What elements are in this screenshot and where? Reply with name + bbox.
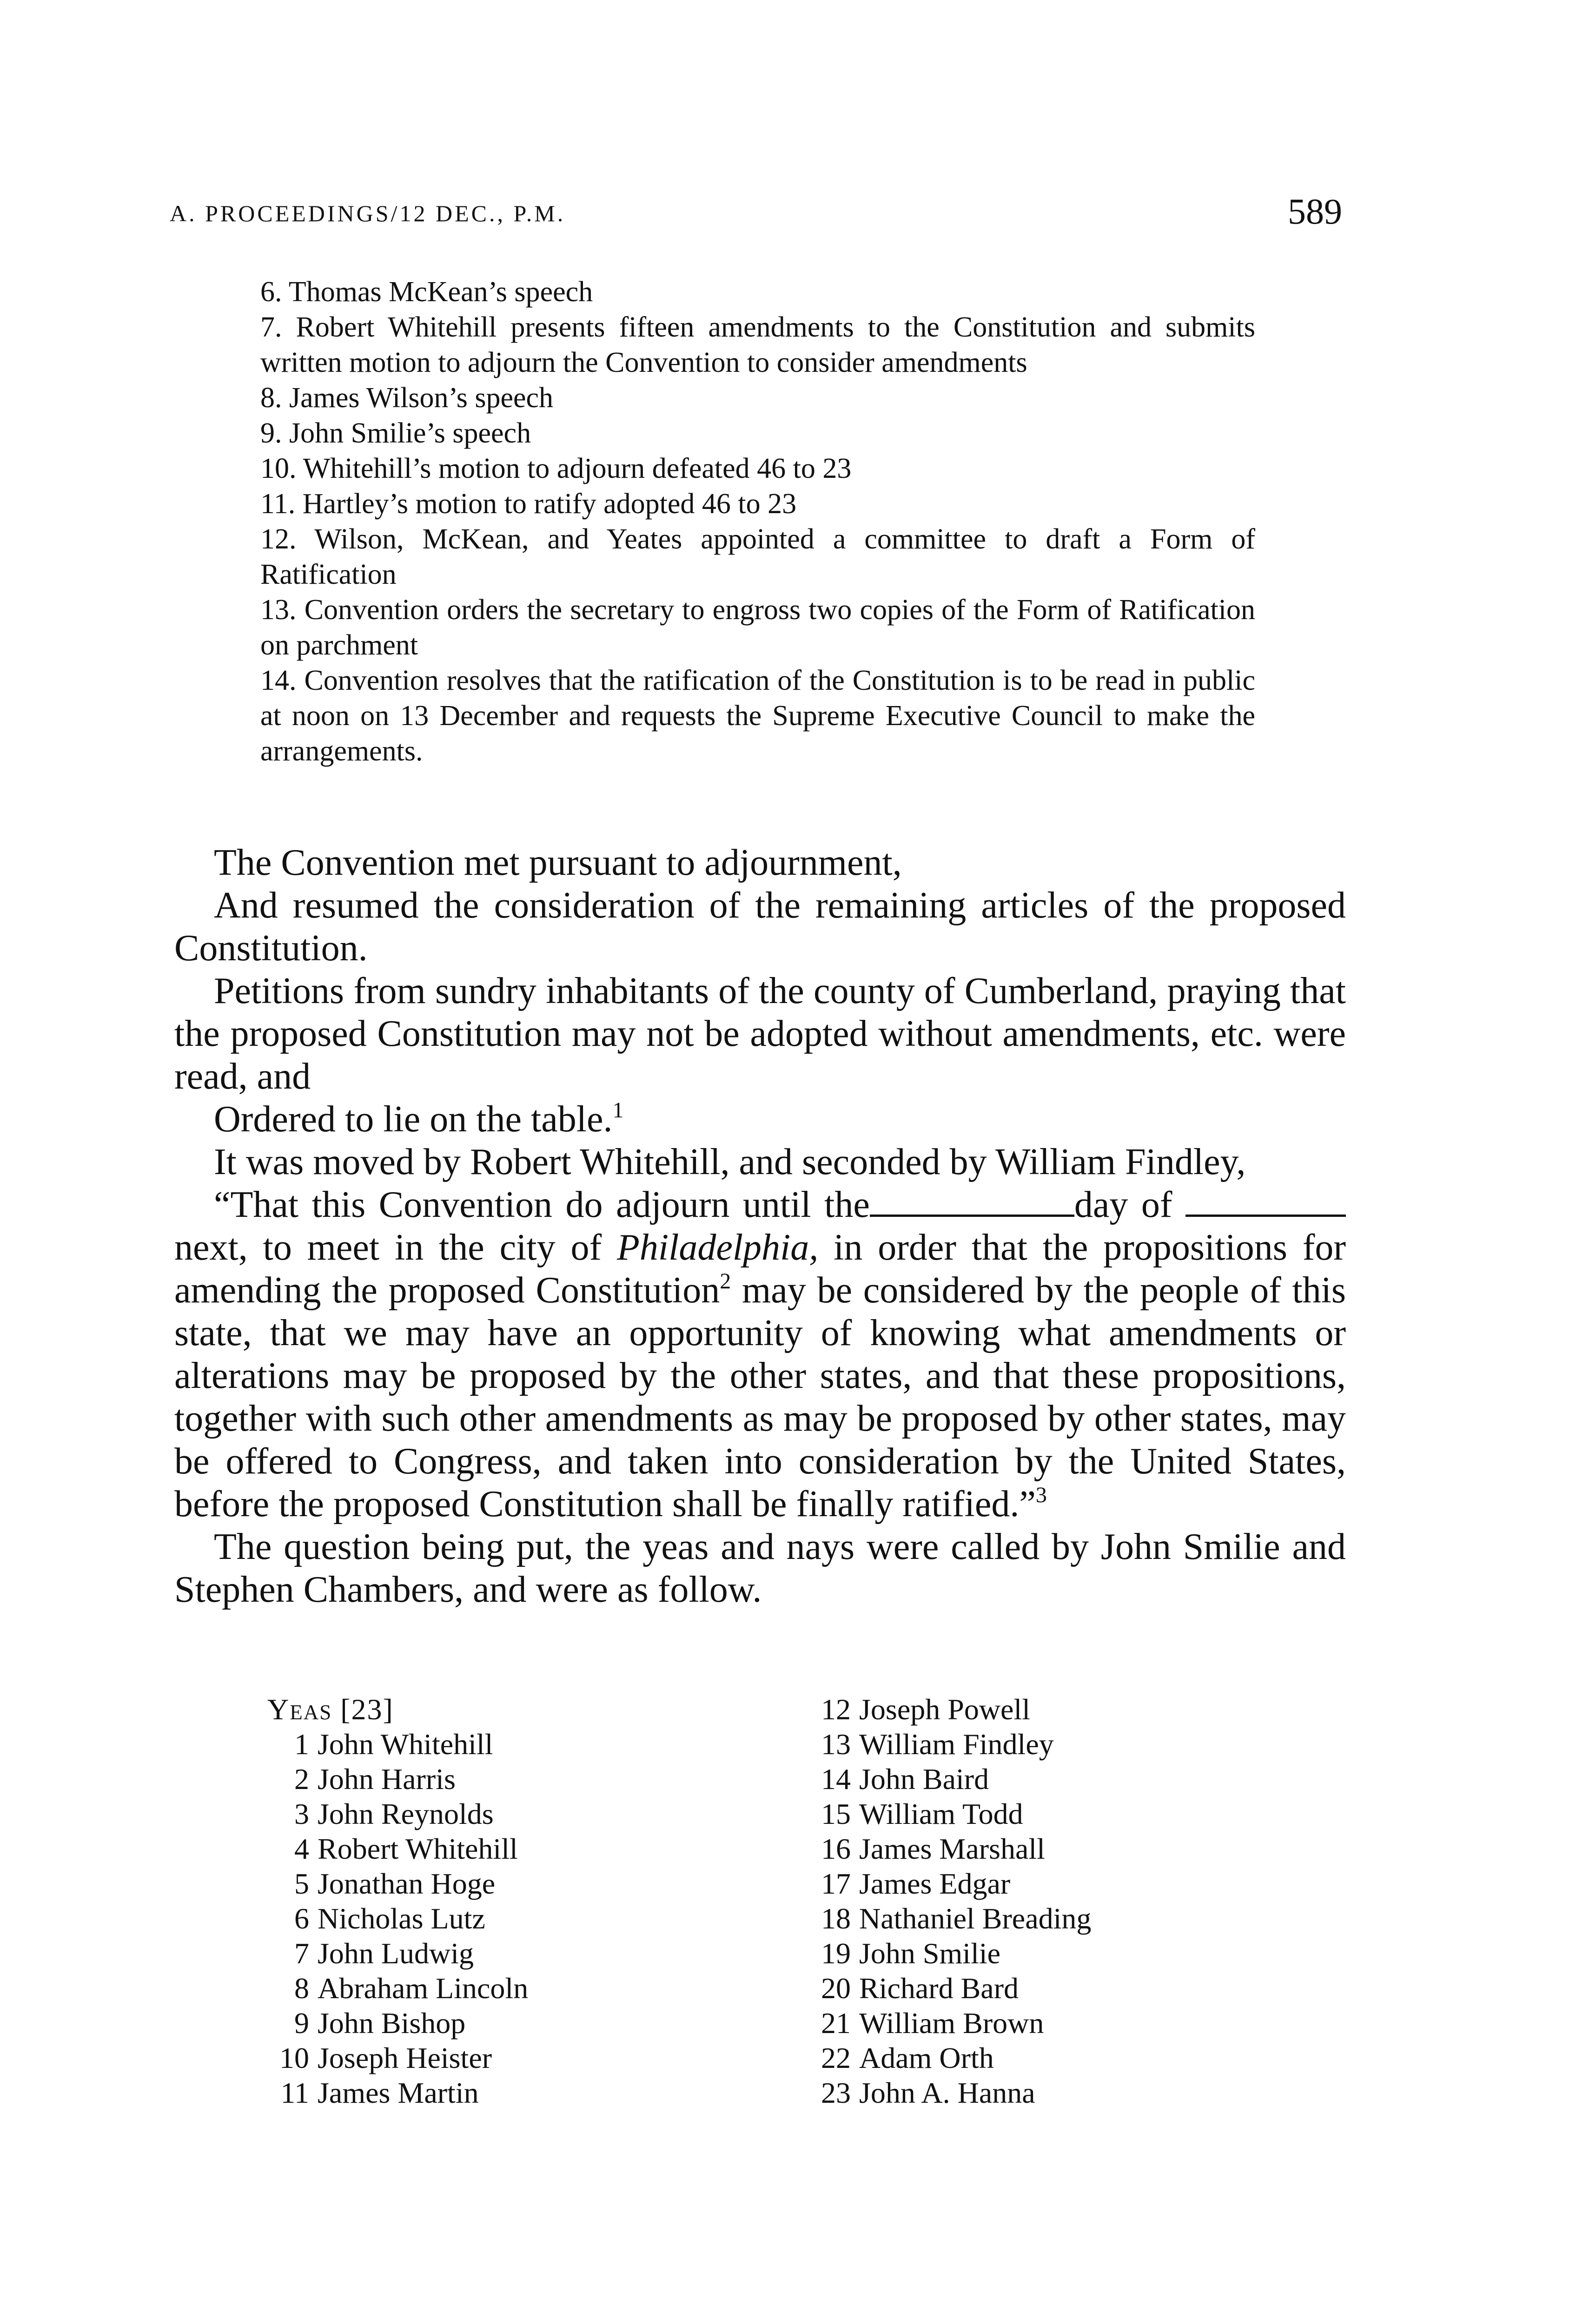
list-item: 23 John A. Hanna — [821, 2076, 1035, 2109]
summary-item: 12. Wilson, McKean, and Yeates appointed a committee to draft a Form of Ratification — [260, 523, 1255, 590]
list-item: 22 Adam Orth — [821, 2041, 994, 2074]
yeas-heading: Yeas [23] — [267, 1693, 394, 1726]
motion-text: “That this Convention do adjourn until the — [214, 1184, 870, 1225]
list-item: 15 William Todd — [821, 1797, 1023, 1830]
footnote-ref: 3 — [1035, 1483, 1047, 1507]
summary-item: 13. Convention orders the secretary to engross two copies of the Form of Ratification on parchment — [260, 594, 1255, 661]
list-item: 12 Joseph Powell — [821, 1693, 1030, 1726]
paragraph-text: Ordered to lie on the table. — [214, 1099, 613, 1140]
list-item: 1 John Whitehill — [294, 1728, 493, 1761]
list-item: 8 Abraham Lincoln — [294, 1972, 529, 2005]
list-item: 21 William Brown — [821, 2007, 1044, 2040]
summary-item: 11. Hartley’s motion to ratify adopted 46 to 23 — [260, 488, 797, 520]
list-item: 3 John Reynolds — [294, 1797, 494, 1830]
running-head: A. PROCEEDINGS/12 DEC., P.M. — [170, 200, 566, 226]
list-item: 11 James Martin — [280, 2076, 479, 2109]
summary-item: 7. Robert Whitehill presents fifteen amendments to the Constitution and submits written motion to adjourn the Convention to consider amendments — [260, 311, 1255, 378]
motion-text: in order that the propositions for amending the proposed Constitution — [174, 1227, 1346, 1311]
list-item: 16 James Marshall — [821, 1832, 1045, 1865]
page-number: 589 — [1288, 191, 1342, 231]
blank-line — [1185, 1188, 1346, 1217]
yeas-column-left — [267, 1692, 528, 2110]
paragraph: The question being put, the yeas and nays were called by John Smilie and Stephen Chambers, and were as follow. — [174, 1526, 1346, 1610]
motion-text: day of — [1074, 1184, 1172, 1225]
summary-item: 8. James Wilson’s speech — [260, 382, 554, 414]
summary-item: 14. Convention resolves that the ratification of the Constitution is to be read in public at noon on 13 December and requests the Supreme Executive Council to make the arrangements. — [260, 665, 1255, 767]
summary-item: 10. Whitehill’s motion to adjourn defeated 46 to 23 — [260, 453, 852, 484]
footnote-ref: 2 — [720, 1269, 731, 1294]
paragraph: And resumed the consideration of the remaining articles of the proposed Constitution. — [174, 885, 1346, 969]
list-item: 2 John Harris — [294, 1763, 456, 1796]
summary-list — [260, 274, 1255, 769]
paragraph — [174, 1098, 1346, 1141]
blank-line — [870, 1188, 1074, 1217]
list-item: 20 Richard Bard — [821, 1972, 1019, 2005]
motion-text: may be considered by the people of this state, that we may have an opportunity of knowing what amendments or alterations may be proposed by the other states, and that these propositions, together with such other amendments as may be proposed by other states, may be offered to Congress, and taken into consideration by the United States, before the proposed Constitution shall be finally ratified.” — [174, 1270, 1346, 1525]
list-item: 4 Robert Whitehill — [294, 1832, 518, 1865]
list-item: 19 John Smilie — [821, 1937, 1001, 1970]
list-item: 14 John Baird — [821, 1763, 989, 1796]
list-item: 17 James Edgar — [821, 1867, 1011, 1900]
list-item: 6 Nicholas Lutz — [294, 1902, 485, 1935]
motion-paragraph — [174, 1183, 1346, 1525]
list-item: 18 Nathaniel Breading — [821, 1902, 1092, 1935]
paragraph: It was moved by Robert Whitehill, and seconded by William Findley, — [214, 1142, 1246, 1182]
footnote-ref: 1 — [612, 1098, 624, 1122]
paragraph: The Convention met pursuant to adjournment, — [214, 842, 902, 883]
list-item: 13 William Findley — [821, 1728, 1054, 1761]
body-text — [174, 841, 1346, 1611]
motion-text: next, to meet in the city of — [174, 1227, 602, 1268]
summary-item: 9. John Smilie’s speech — [260, 417, 531, 449]
list-item: 7 John Ludwig — [294, 1937, 474, 1970]
list-item: 5 Jonathan Hoge — [294, 1867, 496, 1900]
place-name: Philadelphia, — [617, 1227, 819, 1268]
list-item: 10 Joseph Heister — [279, 2041, 492, 2074]
list-item: 9 John Bishop — [294, 2007, 466, 2040]
summary-item: 6. Thomas McKean’s speech — [260, 276, 593, 308]
paragraph: Petitions from sundry inhabitants of the county of Cumberland, praying that the proposed Constitution may not be adopted without amendments, etc. were read, and — [174, 971, 1346, 1097]
yeas-column-right — [809, 1692, 1091, 2110]
